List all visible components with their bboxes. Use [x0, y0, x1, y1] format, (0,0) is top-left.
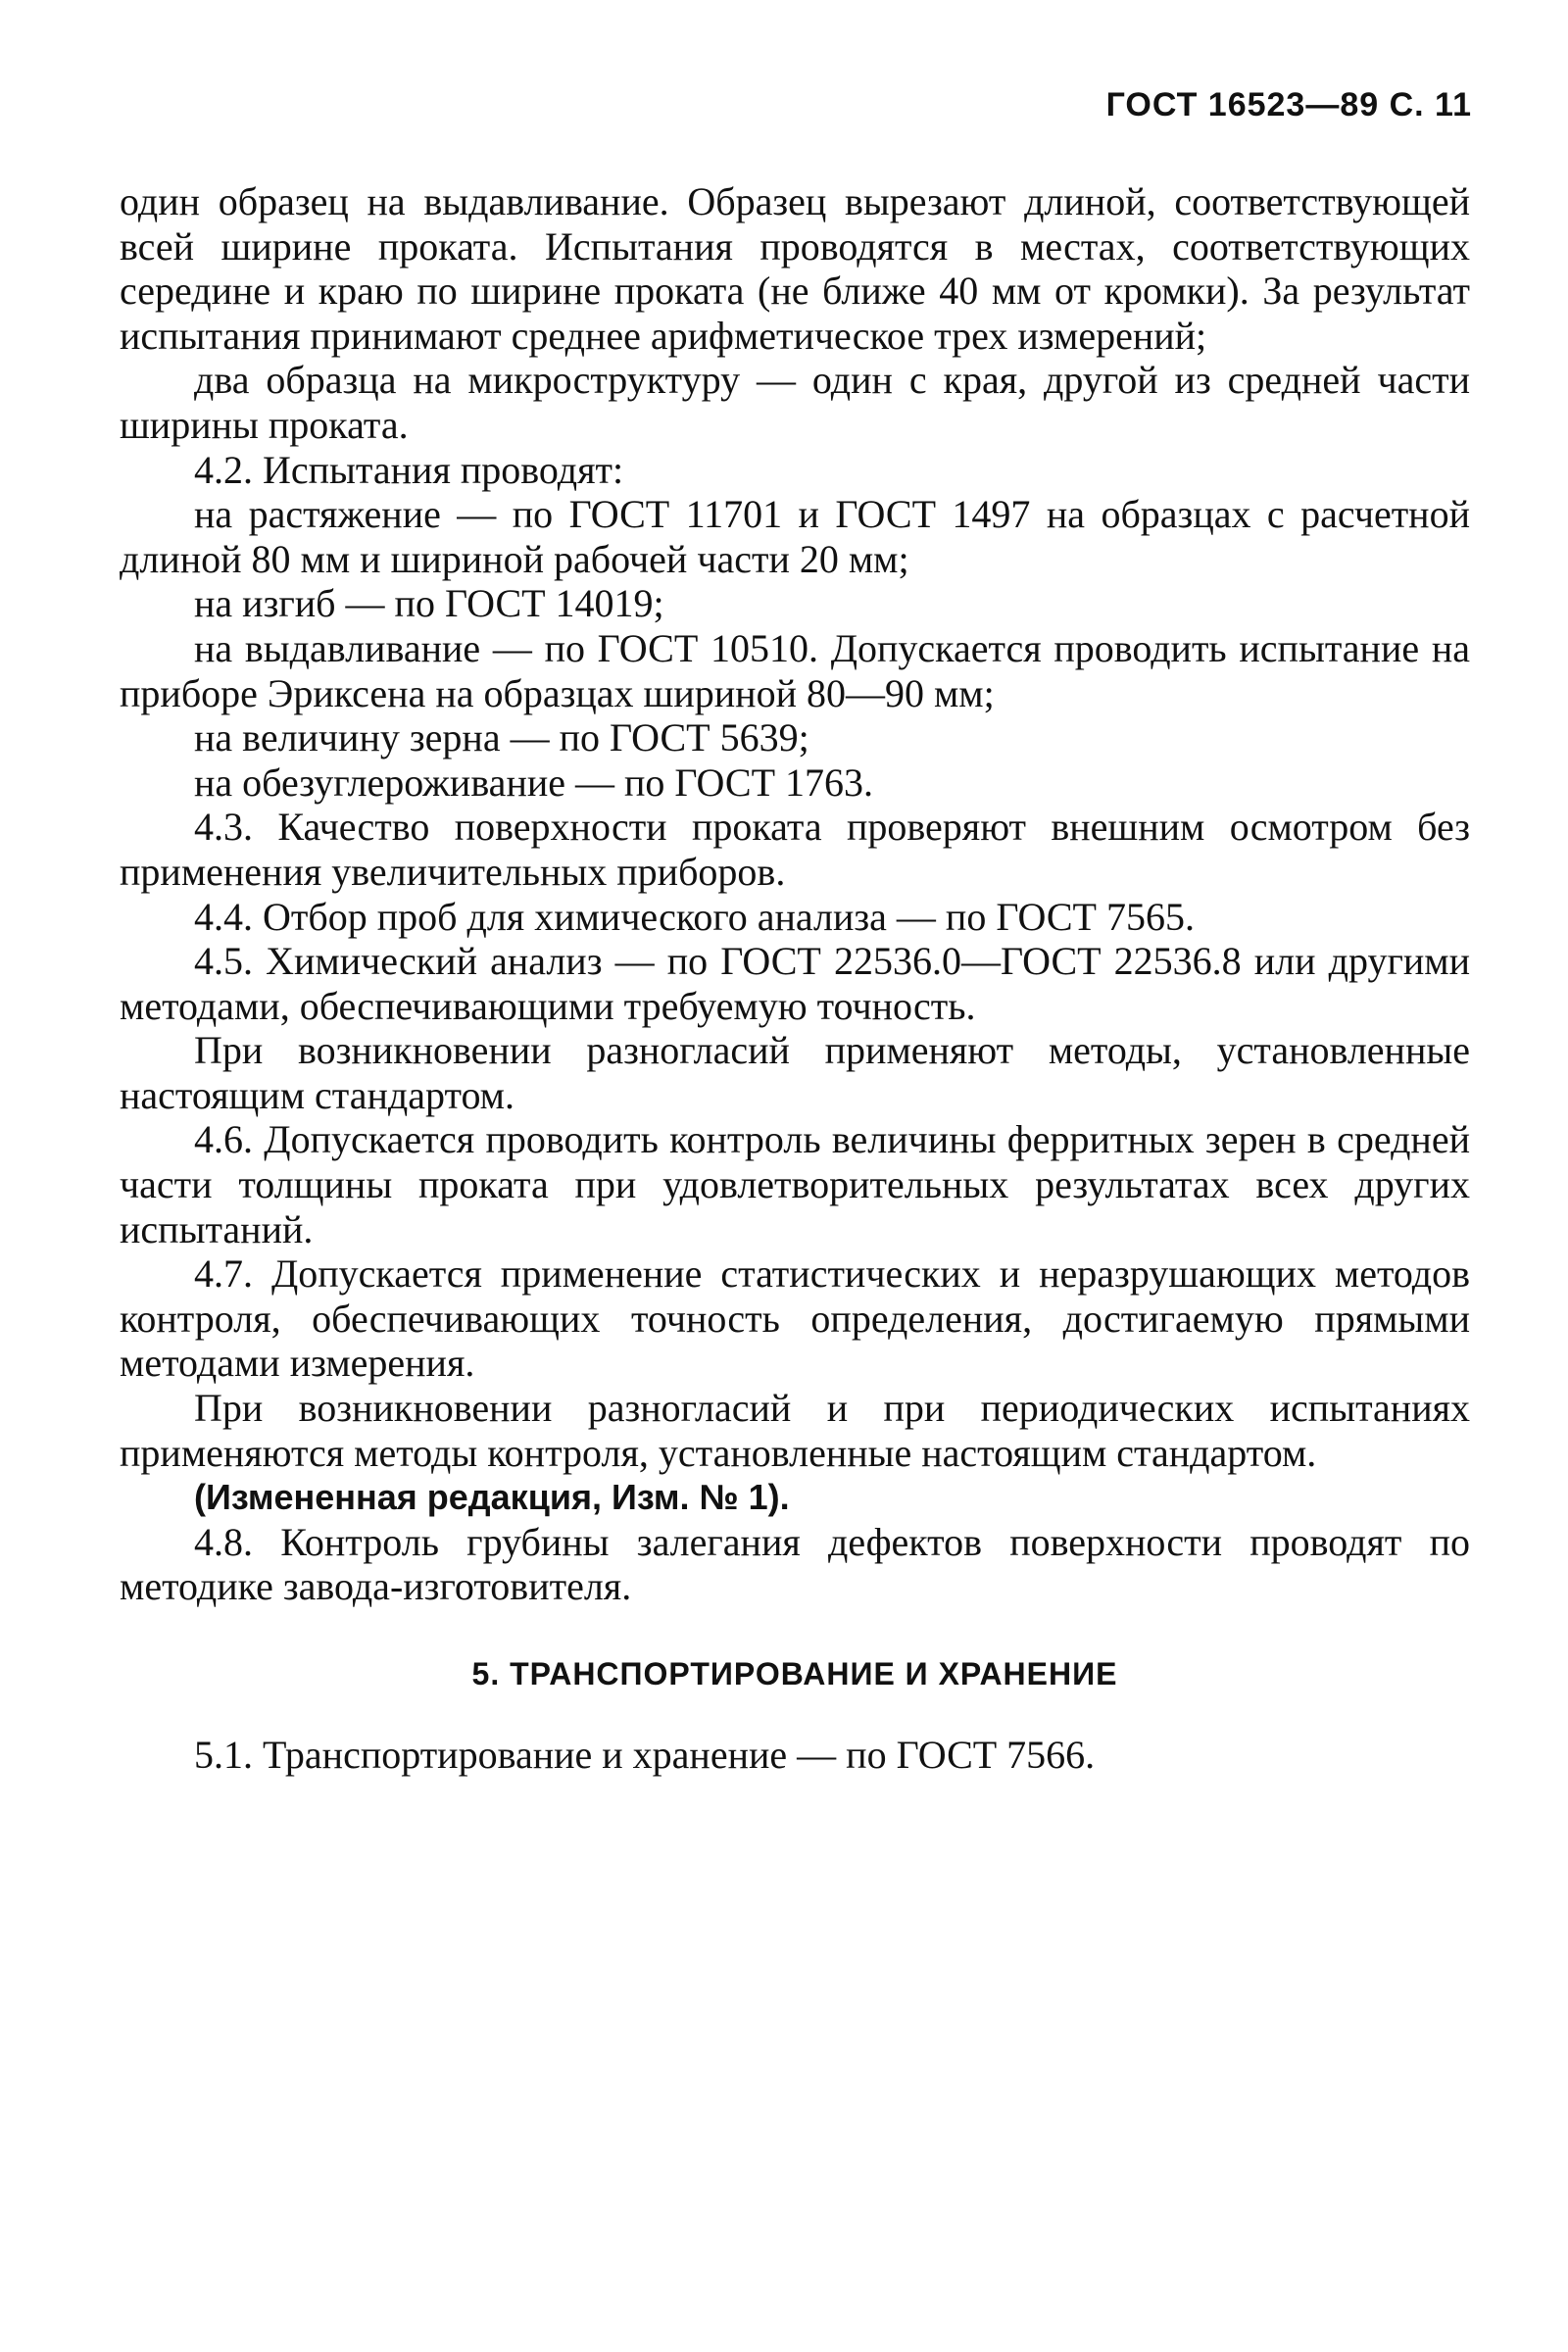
clause-4-5: 4.5. Химический анализ — по ГОСТ 22536.0—ГОСТ 22536.8 или другими методами, обеспечивающими требуемую точность.: [120, 939, 1470, 1028]
clause-4-2: 4.2. Испытания проводят:: [194, 447, 624, 492]
paragraph-disagreement-methods: При возникновении разногласий применяют методы, установленные настоящим стандартом.: [120, 1028, 1470, 1117]
amendment-note: (Измененная редакция, Изм. № 1).: [194, 1477, 790, 1518]
list-item-bend-test: на изгиб — по ГОСТ 14019;: [194, 581, 664, 626]
list-item-tension-test: на растяжение — по ГОСТ 11701 и ГОСТ 1497 на образцах с расчетной длиной 80 мм и шириной рабочей части 20 мм;: [120, 492, 1470, 581]
clause-4-7: 4.7. Допускается применение статистических и неразрушающих методов контроля, обеспечивающих точность определения, достигаемую прямыми методами измерения.: [120, 1251, 1470, 1386]
list-item-decarburization: на обезуглероживание — по ГОСТ 1763.: [194, 760, 874, 805]
list-item-extrusion-test: на выдавливание — по ГОСТ 10510. Допускается проводить испытание на приборе Эриксена на образцах шириной 80—90 мм;: [120, 625, 1470, 715]
clause-4-6: 4.6. Допускается проводить контроль величины ферритных зерен в средней части толщины проката при удовлетворительных результатах всех других испытаний.: [120, 1117, 1470, 1251]
clause-4-4: 4.4. Отбор проб для химического анализа — по ГОСТ 7565.: [194, 894, 1195, 939]
paragraph-sample-extrusion: один образец на выдавливание. Образец вырезают длиной, соответствующей всей ширине проката. Испытания проводятся в местах, соответствующих середине и краю по ширине проката (не ближе 40 мм от кромки). За результат испытания принимают среднее арифметическое трех измерений;: [120, 179, 1470, 358]
clause-4-8: 4.8. Контроль грубины залегания дефектов поверхности проводят по методике завода-изготовителя.: [120, 1519, 1470, 1609]
clause-5-1: 5.1. Транспортирование и хранение — по ГОСТ 7566.: [194, 1732, 1096, 1777]
clause-4-3: 4.3. Качество поверхности проката проверяют внешним осмотром без применения увеличительных приборов.: [120, 805, 1470, 894]
paragraph-periodic-tests: При возникновении разногласий и при периодических испытаниях применяются методы контроля, установленные настоящим стандартом.: [120, 1386, 1470, 1475]
document-body: [120, 179, 1470, 1777]
running-head: ГОСТ 16523—89 С. 11: [1105, 86, 1472, 123]
section-5-heading: 5. ТРАНСПОРТИРОВАНИЕ И ХРАНЕНИЕ: [471, 1656, 1118, 1691]
list-item-grain-size: на величину зерна — по ГОСТ 5639;: [194, 715, 809, 760]
paragraph-microstructure-samples: два образца на микроструктуру — один с края, другой из средней части ширины проката.: [120, 358, 1470, 447]
